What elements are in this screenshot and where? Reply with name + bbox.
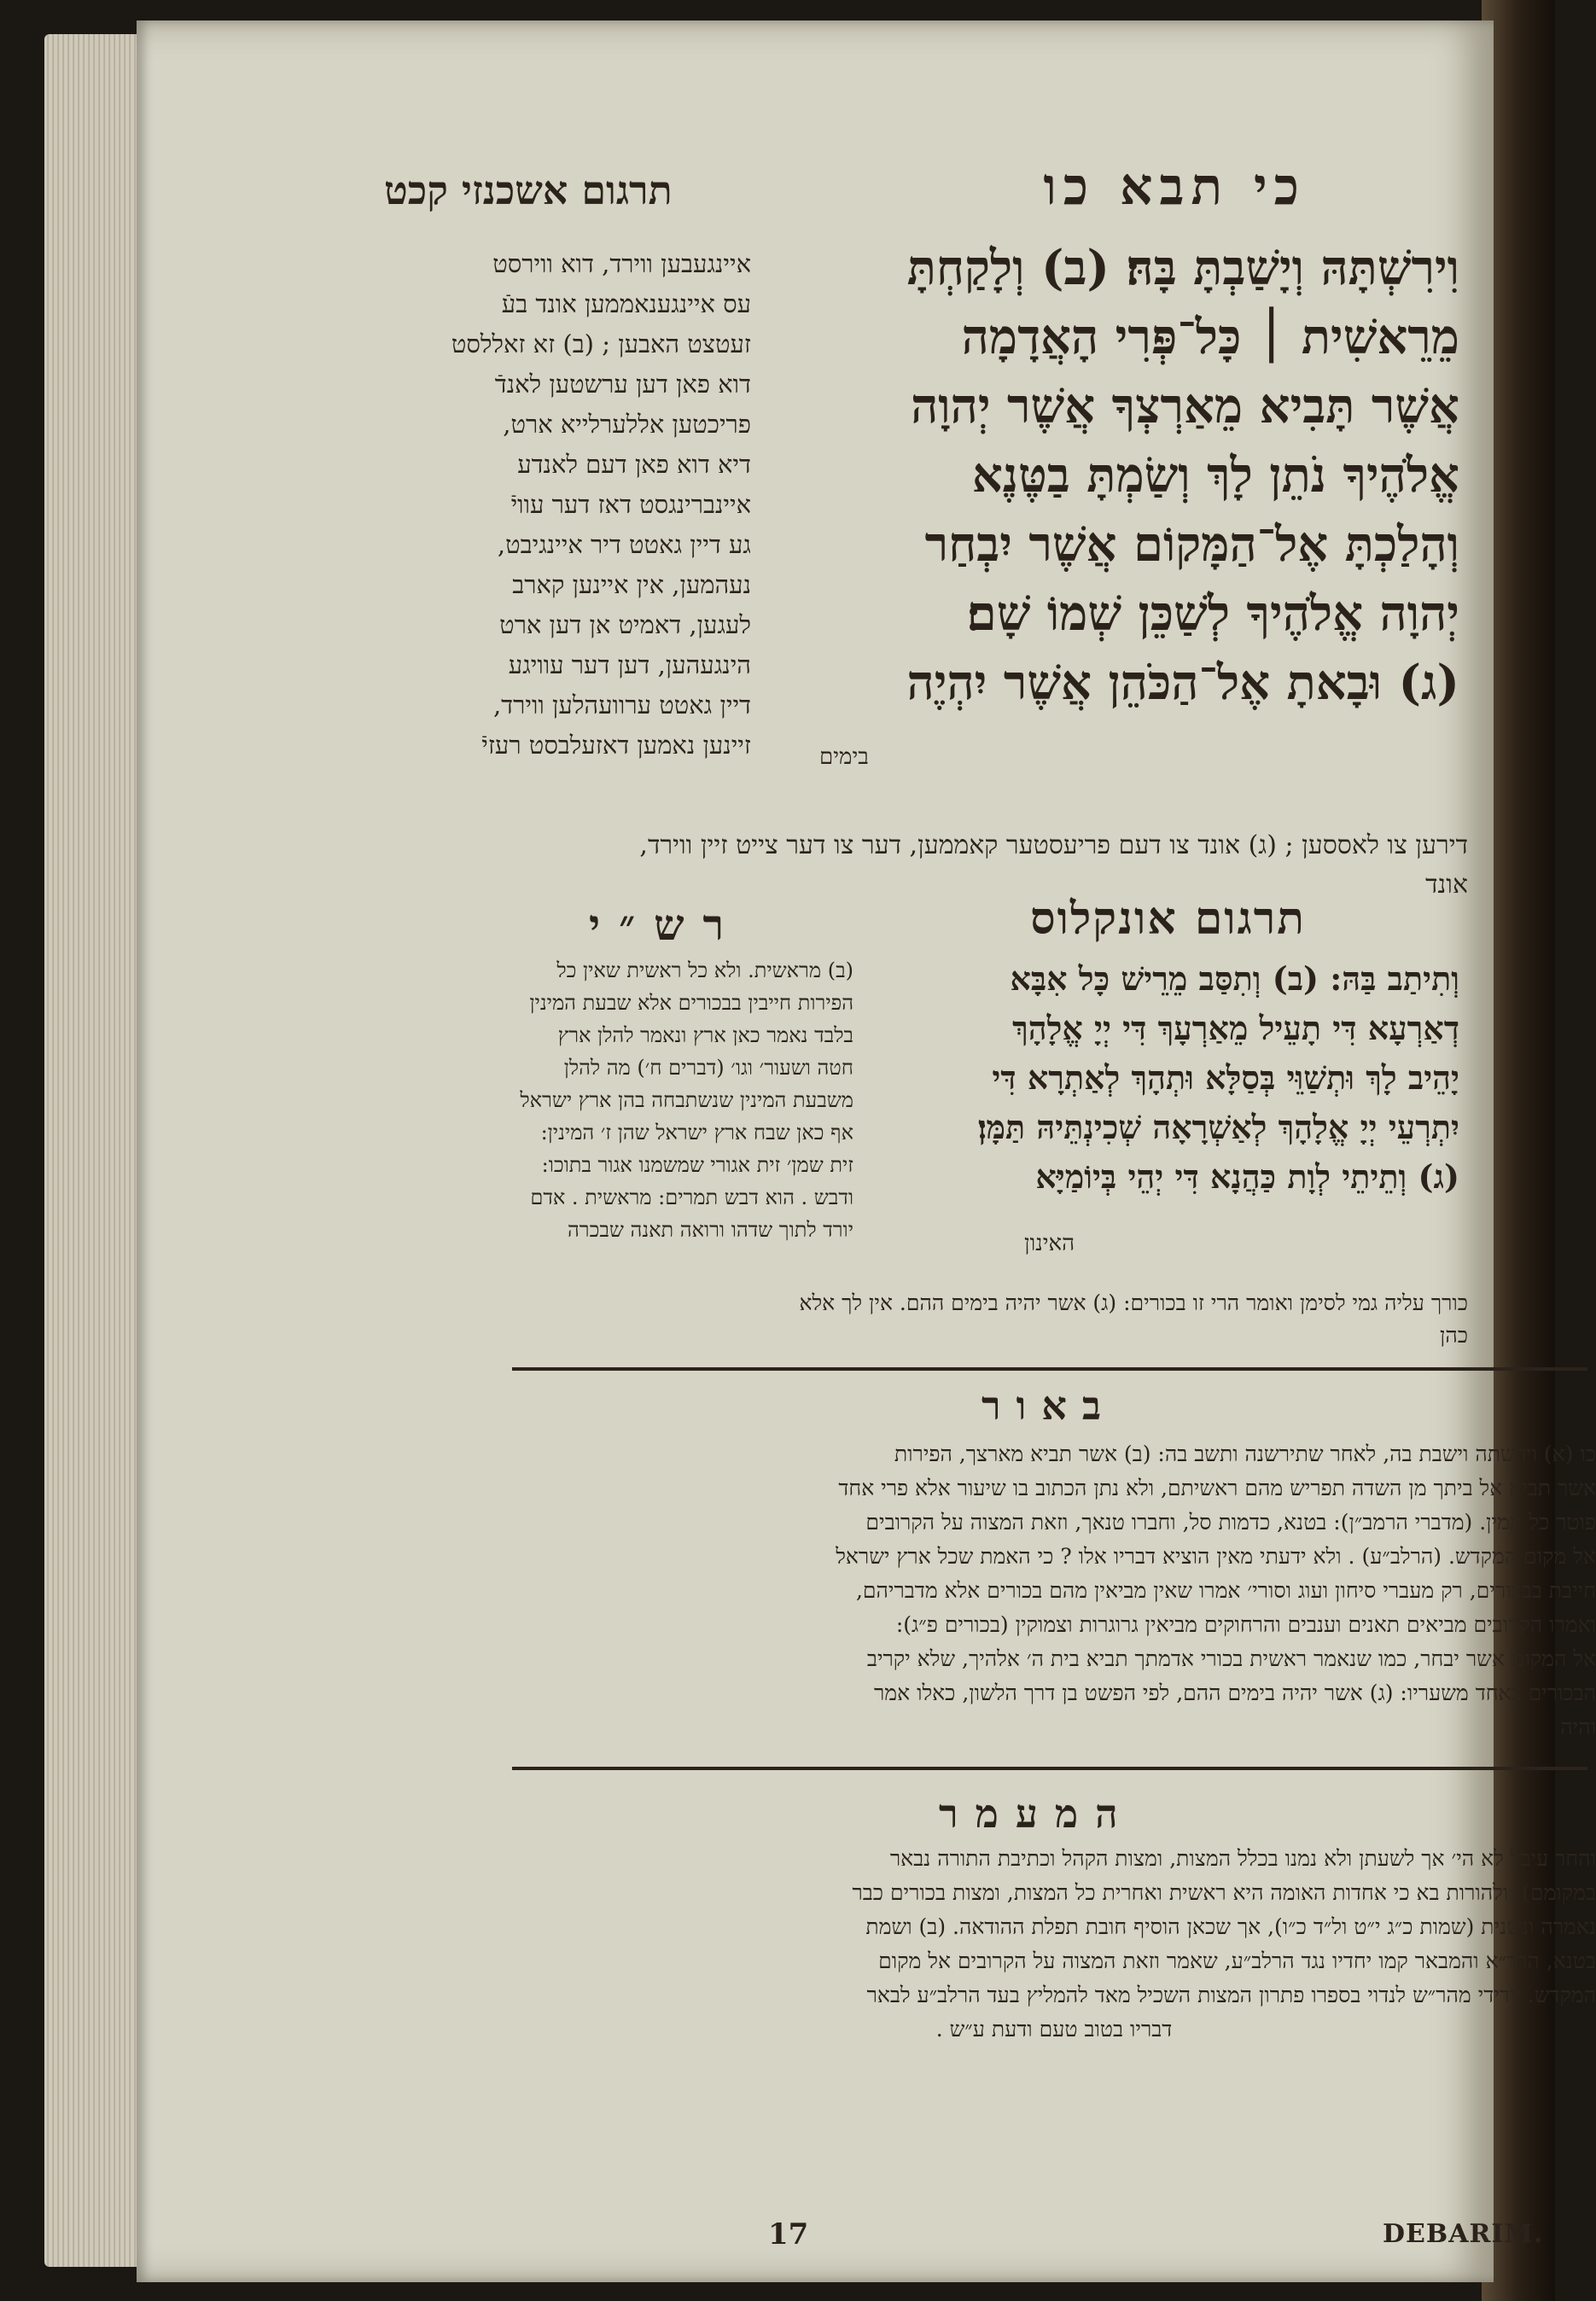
targum-header: תרגום אשכנזי קכט (384, 167, 673, 213)
measef-text (512, 1842, 1596, 2047)
onkelos-title: תרגום אונקלוס (1030, 893, 1306, 945)
biur-line: כו (א) וירשתה וישבת בה, לאחר שתירשנה ותשב בה: (ב) אשר תביא מארצך, הפירות (894, 1442, 1596, 1466)
torah-text (794, 234, 1459, 718)
biur-line: אשר תביא אל ביתך מן השדה תפריש מהם ראשיתם, ולא נתן הכתוב בו שיעור אלא פרי אחד (838, 1476, 1596, 1500)
biur-line: פוטר כל המין. (מדברי הרמב״ן): בטנא, כדמות סל, וחברו טנאך, וזאת המצוה על הקרובים (865, 1510, 1596, 1535)
rashi-line: כהן (1440, 1323, 1468, 1348)
onkelos-catchword: האינון (1024, 1231, 1075, 1256)
onkelos-line: וְתִיתַב בַּהּ: (ב) וְתִסַּב מֵרֵישׁ כָּל אִבָּא (1010, 959, 1459, 998)
parasha-header: כי תבא כו (1043, 157, 1306, 217)
biur-line: אל מקום המקדש. (הרלב״ע) . ולא ידעתי מאין הוציא דבריו אלו ? כי האמת שכל ארץ ישראל (836, 1544, 1596, 1569)
measef-line: דבריו בטוב טעם ודעת ע״ש . (935, 2017, 1173, 2042)
measef-line: נאמרה ונשנית (שמות כ״ג י״ט ול״ד כ״ו), אך שכאן הוסיף חובת תפלת ההודאה. (ב) ושמת (865, 1914, 1596, 1939)
yiddish-line: איינגעבען ווירד, דוא ווירסט (492, 249, 751, 278)
rashi-line: אף כאן שבח ארץ ישראל שהן ז׳ המינין: (540, 1121, 853, 1145)
measef-line: והחר עיבל לא הי׳ אך לשעתן ולא נמנו בכלל המצות, ומצות הקהל וכתיבת התורה נבאר (889, 1846, 1596, 1871)
torah-line: אֱלֹהֶיךָ נֹתֵן לָךְ וְשַׂמְתָּ בַטֶּנֶא (971, 447, 1459, 504)
biur-line: ואמרו הקרובים מביאים תאנים וענבים והרחוקים מביאין גרוגרות וצמוקין (בכורים פ״ג): (895, 1612, 1596, 1637)
rashi-line: משבעת המינין שנשתבחה בהן ארץ ישראל (520, 1088, 853, 1112)
rashi-line: חטה ושעור׳ וגו׳ (דברים ח׳) מה להלן (563, 1056, 853, 1080)
biur-line: והיה (1560, 1715, 1596, 1739)
yiddish-line: דיא דוא פאן דעם לאנדע (517, 450, 751, 479)
yiddish-line: איינברינגסט דאז דער עוויֿ (510, 490, 751, 519)
yiddish-line: לעגען, דאמיט אן דען ארט (499, 610, 751, 639)
yiddish-line: עס איינגענאממען אונד בעֿ (501, 289, 751, 318)
yiddish-line: אונד (1425, 870, 1468, 900)
rashi-line: הפירות חייבין בבכורים אלא שבעת המינין (529, 991, 853, 1015)
torah-line: יְהוָה אֱלֹהֶיךָ לְשַׁכֵּן שְׁמוֹ שָׁם׃ (966, 585, 1459, 642)
torah-line: מֵרֵאשִׁית ׀ כָּל־פְּרִי הָאֲדָמָה (961, 309, 1459, 365)
section-divider (512, 1367, 1587, 1371)
page-number: 17 (768, 2217, 809, 2251)
measef-line: במקומם), ולהורות בא כי אחדות האומה היא ראשית ואחרית כל המצות, ומצות בכורים כבר (852, 1880, 1596, 1905)
yiddish-line: דירען צו לאססען ; (ג) אונד צו דעם פריעסטער קאממען, דער צו דער צייט זיין ווירד, (639, 830, 1468, 860)
measef-line: בטנא, הרד״א והמבאר קמו יחדיו נגד הרלב״ע, שאמר וזאת המצוה על הקרובים אל מקום (878, 1949, 1596, 1973)
biur-title: באור (981, 1383, 1117, 1429)
measef-title: המעמר (939, 1791, 1135, 1837)
page-edges (44, 34, 147, 2267)
yiddish-line: נעהמען, אין איינען קארב (512, 570, 751, 599)
section-divider (512, 1767, 1587, 1770)
measef-line: המקדש. וידידי מהר״ש לנדוי בספרו פתרון המצות השכיל מאד להמליץ בעד הרלב״ע לבאר (866, 1983, 1596, 2007)
rashi-line: בלבד נאמר כאן ארץ ונאמר להלן ארץ (557, 1023, 853, 1047)
biur-line: הבכורים באחד משעריו: (ג) אשר יהיה בימים ההם, לפי הפשט בן דרך הלשון, כאלו אמר (874, 1681, 1596, 1705)
yiddish-line: זעטצט האבען ; (ב) זא זאללסט (451, 329, 751, 358)
rashi-title: רש״י (589, 900, 743, 950)
biur-line: אל המקום אשר יבחר, כמו שנאמר ראשית בכורי אדמתך תביא בית ה׳ אלהיך, שלא יקריב (866, 1646, 1596, 1671)
onkelos-line: יִתְרְעֵי יְיָ אֱלָהָךְ לְאַשְׁרָאָה שְׁכִינְתֵּיהּ תַּמָּן׃ (977, 1108, 1459, 1146)
torah-line: וִירִשְׁתָּהּ וְיָשַׁבְתָּ בָּהּ׃ (ב) וְלָקַחְתָּ (906, 240, 1459, 296)
onkelos-line: יָהֵיב לָךְ וּתְשַׁוֵּי בְּסַלָּא וּתְהָךְ לְאַתְרָא דִּי (992, 1058, 1459, 1097)
book-page (137, 20, 1596, 2282)
onkelos-line: (ג) וְתֵיתֵי לְוָת כַּהֲנָא דִּי יְהֵי בְּיוֹמַיָּא (1035, 1157, 1459, 1196)
yiddish-line: גע דיין גאטט דיר איינגיבט, (497, 530, 751, 559)
rashi-line: זית שמן׳ זית אגורי שמשמנו אגור בתוכו: (541, 1153, 853, 1177)
rashi-line: (ב) מראשית. ולא כל ראשית שאין כל (556, 958, 853, 982)
yiddish-line: זיינען נאמען דאזעלבסט רעזיֿ (481, 731, 751, 760)
torah-line: אֲשֶׁר תָּבִיא מֵאַרְצְךָ אֲשֶׁר יְהוָה (911, 378, 1459, 434)
biur-text (512, 1437, 1596, 1745)
yiddish-line: דוא פאן דען ערשטען לאנדֿ (494, 370, 751, 399)
yiddish-line: דיין גאטט ערוועהלען ווירד, (492, 690, 751, 719)
onkelos-line: דְאַרְעָא דִּי תָעֵיל מֵאַרְעָךְ דִּי יְיָ אֱלָהָךְ (1012, 1009, 1459, 1047)
rashi-line: יורד לתוך שדהו ורואה תאנה שבכרה (568, 1218, 853, 1242)
rashi-line: ודבש . הוא דבש תמרים: מראשית . אדם (530, 1185, 853, 1209)
yiddish-line: פריכטען אללערלייא ארט, (503, 410, 751, 439)
torah-line: (ג) וּבָאתָ אֶל־הַכֹּהֵן אֲשֶׁר יִהְיֶה (906, 655, 1459, 711)
yiddish-translation (376, 244, 751, 766)
torah-line: וְהָלַכְתָּ אֶל־הַמָּקוֹם אֲשֶׁר יִבְחַר (924, 516, 1459, 573)
rashi-continuation (376, 1287, 1468, 1352)
onkelos-text (871, 954, 1459, 1202)
book-name: DEBARIM. (1383, 2219, 1544, 2249)
biur-line: חייבת בבכורים, רק מעברי סיחון ועוג וסורי׳ אמרו שאין מביאין מהם בכורים אלא מדבריהם, (855, 1578, 1596, 1603)
rashi-text (376, 954, 853, 1246)
torah-catchword: בימים (819, 744, 869, 770)
rashi-line: כורך עליה גמי לסימן ואומר הרי זו בכורים: (ג) אשר יהיה בימים ההם. אין לך אלא (799, 1290, 1468, 1315)
yiddish-line: הינגעהען, דען דער עוויגע (508, 650, 751, 679)
